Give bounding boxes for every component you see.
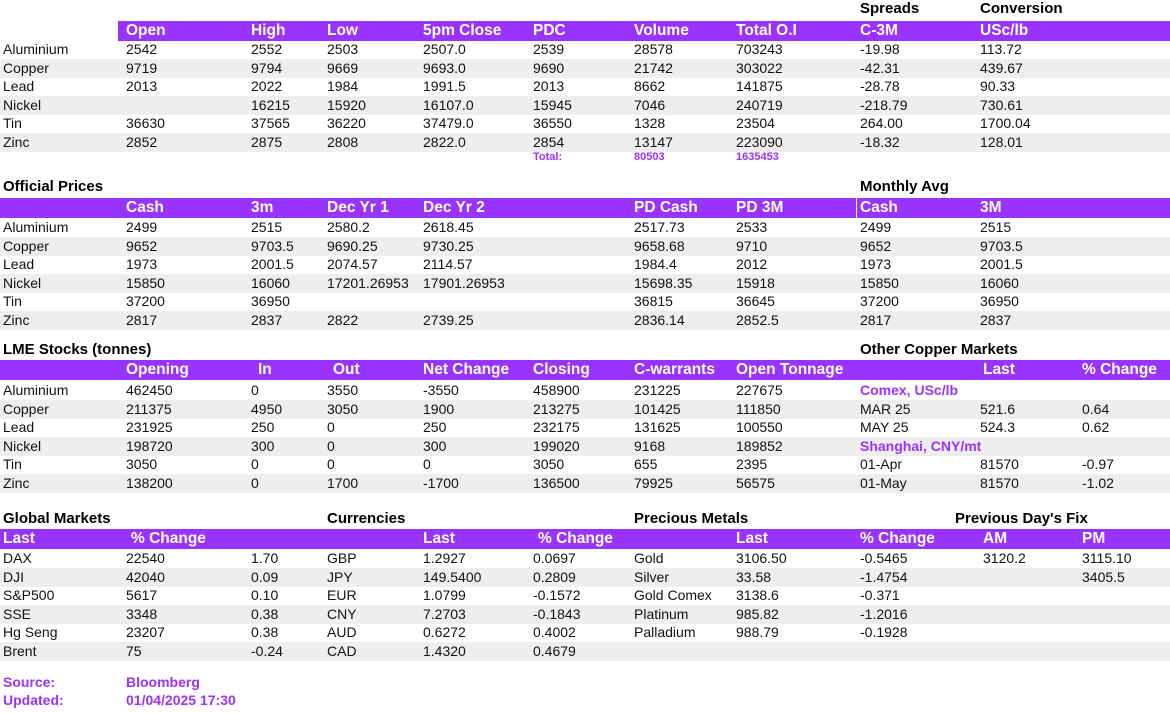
prices-table-cell: 2852 — [126, 134, 158, 150]
stocks-table-cell: 300 — [251, 437, 275, 454]
prices-table-cell: 141875 — [736, 78, 783, 95]
prices-table-cell: 240719 — [736, 96, 783, 113]
prices-table-cell: Aluminium — [3, 41, 69, 57]
prices-column-header: Total O.I — [736, 22, 797, 39]
official-table-cell: 36645 — [736, 293, 775, 310]
prices-table-cell: 128.01 — [980, 134, 1023, 150]
prices-column-header: Low — [327, 22, 358, 39]
official-column-header: 3m — [251, 199, 274, 216]
prices-table-cell: 439.67 — [980, 59, 1023, 76]
prices-table-cell: 2822.0 — [423, 134, 466, 150]
official-table-cell: 1973 — [860, 256, 892, 273]
prices-table-cell: 2875 — [251, 134, 283, 150]
global-column-header: % Change — [131, 530, 206, 547]
official-table-cell: 15918 — [736, 274, 775, 291]
official-table-cell: 17201.26953 — [327, 274, 409, 291]
stocks-table-cell: 213275 — [533, 400, 580, 417]
prices-table-cell: Zinc — [3, 134, 30, 150]
prices-table-cell: 730.61 — [980, 96, 1023, 113]
prices-table-cell: 9669 — [327, 59, 359, 76]
stocks-table-cell: 232175 — [533, 419, 580, 436]
prices-table-cell: 90.33 — [980, 78, 1016, 95]
global-table-cell: -0.1572 — [533, 587, 581, 604]
stocks-table-cell: -1700 — [423, 475, 459, 491]
prices-table-cell: 2808 — [327, 134, 359, 150]
official-table-cell: 9652 — [860, 237, 892, 254]
stocks-table-cell: 462450 — [126, 382, 173, 398]
global-table-cell: DJI — [3, 568, 24, 585]
stocks-table-cell: 0 — [251, 382, 259, 398]
official-column-header: Cash — [860, 199, 898, 216]
global-table-cell: -0.5465 — [860, 550, 908, 566]
global-table-cell: 1.2927 — [423, 550, 466, 566]
prices-table-cell: -18.32 — [860, 134, 900, 150]
stocks-table-cell: 0 — [327, 456, 335, 473]
official-table-cell: 37200 — [860, 293, 899, 310]
official-table-cell: Lead — [3, 256, 35, 273]
official-table-cell: 1984.4 — [634, 256, 677, 273]
official-table-cell: Zinc — [3, 312, 30, 328]
global-table-cell: 7.2703 — [423, 605, 466, 622]
stocks-table-cell: Zinc — [3, 475, 30, 491]
global-table-cell: 0.6272 — [423, 624, 466, 641]
stocks-column-header: Out — [333, 361, 360, 378]
official-table-cell: Nickel — [3, 274, 42, 291]
prices-table-cell: 2552 — [251, 41, 283, 57]
stocks-column-header: % Change — [1082, 361, 1157, 378]
prices-table-cell: 2539 — [533, 41, 565, 57]
official-table-cell: 16060 — [251, 274, 290, 291]
global-column-header: PM — [1082, 530, 1106, 547]
prices-table-cell: 9690 — [533, 59, 565, 76]
global-table-cell: 0.09 — [251, 568, 279, 585]
prices-column-header: Volume — [634, 22, 689, 39]
stocks-column-header: Closing — [533, 361, 590, 378]
stocks-table-cell: Lead — [3, 419, 35, 436]
stocks-table-cell: 4950 — [251, 400, 283, 417]
prices-table-cell: 9719 — [126, 59, 158, 76]
stocks-table-cell: 111850 — [736, 400, 781, 417]
official-table-cell: 2012 — [736, 256, 768, 273]
prices-table-cell: 15945 — [533, 96, 572, 113]
stocks-table-cell: 0 — [251, 475, 259, 491]
global-table-cell: 1.70 — [251, 550, 279, 566]
stocks-table-cell: 56575 — [736, 475, 775, 491]
global-table-cell: 5617 — [126, 587, 158, 604]
global-column-header: Last — [3, 530, 35, 547]
stocks-table-cell: Nickel — [3, 437, 42, 454]
stocks-table-cell: -3550 — [423, 382, 459, 398]
stocks-column-header: Last — [983, 361, 1015, 378]
global-table-cell: EUR — [327, 587, 357, 604]
global-table-cell: 0.0697 — [533, 550, 576, 566]
global-table-cell: 0.4679 — [533, 643, 576, 659]
global-table-cell: 149.5400 — [423, 568, 482, 585]
prices-section-title: Conversion — [980, 0, 1063, 17]
global-table-cell: GBP — [327, 550, 357, 566]
stocks-table-cell: 3550 — [327, 382, 359, 398]
other-copper-cell: 01-Apr — [860, 456, 903, 473]
global-table-cell: SSE — [3, 605, 32, 622]
official-table-cell: 9690.25 — [327, 237, 378, 254]
stocks-table-cell: 0 — [327, 437, 335, 454]
global-table-cell: Gold — [634, 550, 664, 566]
global-table-cell: 23207 — [126, 624, 165, 641]
official-table-cell: 2515 — [251, 219, 283, 235]
stocks-table-cell: 3050 — [533, 456, 565, 473]
stocks-table-cell: 199020 — [533, 437, 580, 454]
global-table-cell: -1.4754 — [860, 568, 908, 585]
global-table-cell: 22540 — [126, 550, 165, 566]
official-table-cell: 36950 — [251, 293, 290, 310]
prices-table-cell: 2542 — [126, 41, 158, 57]
monthly-avg-divider — [856, 198, 857, 218]
official-table-cell: 2817 — [126, 312, 158, 328]
stocks-table-cell: 9168 — [634, 437, 666, 454]
prices-table-cell: Lead — [3, 78, 35, 95]
stocks-table-cell: 0 — [327, 419, 335, 436]
official-table-cell: 36950 — [980, 293, 1019, 310]
global-table-cell: CAD — [327, 643, 357, 659]
official-table-cell: 2517.73 — [634, 219, 685, 235]
global-column-header: % Change — [860, 530, 935, 547]
official-table-cell: 9730.25 — [423, 237, 474, 254]
prices-table-cell: 21742 — [634, 59, 673, 76]
global-table-cell: -0.24 — [251, 643, 283, 659]
prices-table-cell: -19.98 — [860, 41, 900, 57]
official-table-cell: 17901.26953 — [423, 274, 505, 291]
official-table-cell: 2074.57 — [327, 256, 378, 273]
global-table-cell: 3115.10 — [1082, 550, 1132, 566]
stocks-table-cell: 79925 — [634, 475, 673, 491]
official-table-cell: 9710 — [736, 237, 768, 254]
prices-column-header: Open — [126, 22, 166, 39]
official-column-header: 3M — [980, 199, 1002, 216]
stocks-column-header: In — [258, 361, 272, 378]
prices-table-cell: -42.31 — [860, 59, 900, 76]
global-table-cell: Platinum — [634, 605, 689, 622]
stocks-table-cell: 198720 — [126, 437, 173, 454]
prices-table-cell: Nickel — [3, 96, 42, 113]
stocks-table-cell: 250 — [251, 419, 275, 436]
official-section-title: Official Prices — [3, 178, 104, 195]
official-section-title: Monthly Avg — [860, 178, 949, 195]
global-table-cell: -0.1843 — [533, 605, 581, 622]
stocks-table-cell: 250 — [423, 419, 447, 436]
official-table-cell: Aluminium — [3, 219, 69, 235]
stocks-table-cell: Aluminium — [3, 382, 69, 398]
prices-table-cell: 223090 — [736, 134, 783, 150]
official-table-cell: 9703.5 — [980, 237, 1023, 254]
global-table-cell: 0.4002 — [533, 624, 576, 641]
prices-column-header: PDC — [533, 22, 566, 39]
global-row-band — [0, 568, 1170, 587]
official-table-cell: 9703.5 — [251, 237, 294, 254]
prices-table-cell: 15920 — [327, 96, 366, 113]
global-section-title: Currencies — [327, 510, 406, 527]
stocks-table-cell: Tin — [3, 456, 22, 473]
global-row-band — [0, 642, 1170, 661]
global-table-cell: Hg Seng — [3, 624, 58, 641]
other-copper-cell: 0.64 — [1082, 400, 1110, 417]
prices-table-cell: 36550 — [533, 115, 572, 132]
official-table-cell: 2837 — [980, 312, 1012, 328]
global-table-cell: 3138.6 — [736, 587, 779, 604]
official-table-cell: 2114.57 — [423, 256, 473, 273]
official-column-header: Dec Yr 2 — [423, 199, 485, 216]
prices-table-cell: 16215 — [251, 96, 290, 113]
stocks-table-cell: 211375 — [126, 400, 172, 417]
stocks-table-cell: 131625 — [634, 419, 681, 436]
stocks-table-cell: 100550 — [736, 419, 783, 436]
other-copper-cell: 01-May — [860, 475, 907, 491]
official-table-cell: 2822 — [327, 312, 359, 328]
prices-table-cell: Copper — [3, 59, 49, 76]
other-copper-cell: 81570 — [980, 475, 1019, 491]
stocks-table-cell: 136500 — [533, 475, 580, 491]
prices-table-cell: 264.00 — [860, 115, 903, 132]
official-table-cell: 2533 — [736, 219, 768, 235]
stocks-table-cell: 3050 — [327, 400, 359, 417]
official-table-cell: 2515 — [980, 219, 1012, 235]
total-oi: 1635453 — [736, 150, 779, 163]
official-table-cell: 2836.14 — [634, 312, 685, 328]
official-table-cell: 36815 — [634, 293, 673, 310]
stocks-table-cell: 655 — [634, 456, 658, 473]
official-table-cell: 15698.35 — [634, 274, 693, 291]
other-copper-cell: 524.3 — [980, 419, 1016, 436]
official-table-cell: 2001.5 — [251, 256, 294, 273]
prices-column-header: C-3M — [860, 22, 898, 39]
global-table-cell: 0.2809 — [533, 568, 576, 585]
official-table-cell: 2852.5 — [736, 312, 779, 328]
stocks-column-header: Open Tonnage — [736, 361, 844, 378]
stocks-table-cell: 231225 — [634, 382, 681, 398]
official-table-cell: Copper — [3, 237, 49, 254]
stocks-table-cell: 227675 — [736, 382, 783, 398]
stocks-section-title: LME Stocks (tonnes) — [3, 341, 152, 358]
official-table-cell: 37200 — [126, 293, 165, 310]
stocks-column-header: C-warrants — [634, 361, 715, 378]
official-table-cell: Tin — [3, 293, 22, 310]
prices-table-cell: 703243 — [736, 41, 783, 57]
stocks-table-cell: 231925 — [126, 419, 173, 436]
official-table-cell: 15850 — [126, 274, 165, 291]
prices-table-cell: 36630 — [126, 115, 165, 132]
official-table-cell: 2499 — [126, 219, 158, 235]
other-copper-cell: 81570 — [980, 456, 1019, 473]
global-table-cell: -1.2016 — [860, 605, 908, 622]
stocks-table-cell: 189852 — [736, 437, 783, 454]
prices-table-cell: 2022 — [251, 78, 283, 95]
official-table-cell: 2739.25 — [423, 312, 474, 328]
global-table-cell: CNY — [327, 605, 357, 622]
stocks-table-cell: 1900 — [423, 400, 455, 417]
global-table-cell: S&P500 — [3, 587, 55, 604]
global-table-cell: 0.10 — [251, 587, 279, 604]
global-table-cell: 75 — [126, 643, 142, 659]
official-table-cell: 2499 — [860, 219, 892, 235]
stocks-table-cell: 0 — [423, 456, 431, 473]
global-column-header: AM — [983, 530, 1008, 547]
updated-value: 01/04/2025 17:30 — [126, 692, 236, 708]
prices-table-cell: 7046 — [634, 96, 666, 113]
prices-table-cell: 2503 — [327, 41, 359, 57]
official-table-cell: 16060 — [980, 274, 1019, 291]
global-table-cell: Silver — [634, 568, 670, 585]
global-table-cell: Palladium — [634, 624, 696, 641]
global-table-cell: 3106.50 — [736, 550, 787, 566]
global-table-cell: 3348 — [126, 605, 158, 622]
global-table-cell: JPY — [327, 568, 353, 585]
official-table-cell: 15850 — [860, 274, 899, 291]
official-table-cell: 2580.2 — [327, 219, 370, 235]
global-table-cell: 0.38 — [251, 605, 279, 622]
official-table-cell: 2618.45 — [423, 219, 474, 235]
official-table-cell: 1973 — [126, 256, 158, 273]
prices-table-cell: 1991.5 — [423, 78, 466, 95]
prices-table-cell: 303022 — [736, 59, 783, 76]
stocks-table-cell: 0 — [251, 456, 259, 473]
global-table-cell: 3405.5 — [1082, 568, 1125, 585]
global-table-cell: 985.82 — [736, 605, 779, 622]
other-copper-cell: -0.97 — [1082, 456, 1114, 473]
global-table-cell: DAX — [3, 550, 32, 566]
global-table-cell: 3120.2 — [983, 550, 1026, 566]
stocks-table-cell: 3050 — [126, 456, 158, 473]
stocks-column-header: Net Change — [423, 361, 510, 378]
prices-table-cell: 37479.0 — [423, 115, 474, 132]
other-copper-cell: MAY 25 — [860, 419, 909, 436]
prices-table-cell: 36220 — [327, 115, 366, 132]
global-column-header: Last — [736, 530, 768, 547]
stocks-column-header: Opening — [126, 361, 189, 378]
prices-table-cell: 28578 — [634, 41, 673, 57]
other-copper-cell: -1.02 — [1082, 475, 1114, 491]
total-label: Total: — [533, 150, 563, 163]
prices-table-cell: 9693.0 — [423, 59, 466, 76]
global-table-cell: 33.58 — [736, 568, 772, 585]
stocks-table-cell: 458900 — [533, 382, 580, 398]
prices-table-cell: -218.79 — [860, 96, 908, 113]
prices-column-header: 5pm Close — [423, 22, 502, 39]
global-section-title: Global Markets — [3, 510, 111, 527]
prices-table-cell: 113.72 — [980, 41, 1022, 57]
stocks-table-cell: 101425 — [634, 400, 681, 417]
official-column-header: Dec Yr 1 — [327, 199, 389, 216]
official-table-cell: 2837 — [251, 312, 283, 328]
official-column-header: PD 3M — [736, 199, 784, 216]
stocks-section-title: Other Copper Markets — [860, 341, 1018, 358]
prices-table-cell: 2013 — [126, 78, 158, 95]
global-section-title: Previous Day's Fix — [955, 510, 1088, 527]
stocks-table-cell: 1700 — [327, 475, 359, 491]
prices-section-title: Spreads — [860, 0, 920, 17]
source-label: Source: — [3, 674, 56, 690]
total-volume: 80503 — [634, 150, 665, 163]
stocks-table-cell: Copper — [3, 400, 49, 417]
global-table-cell: -0.371 — [860, 587, 900, 604]
global-table-cell: 1.0799 — [423, 587, 466, 604]
global-column-header: Last — [423, 530, 455, 547]
global-table-cell: 988.79 — [736, 624, 779, 641]
updated-label: Updated: — [3, 692, 64, 708]
prices-table-cell: 1984 — [327, 78, 359, 95]
other-copper-market-label: Comex, USc/lb — [860, 382, 959, 398]
stocks-table-cell: 138200 — [126, 475, 173, 491]
prices-table-cell: 1700.04 — [980, 115, 1031, 132]
prices-table-cell: 1328 — [634, 115, 666, 132]
official-column-header: PD Cash — [634, 199, 698, 216]
official-table-cell: 2001.5 — [980, 256, 1023, 273]
global-table-cell: 42040 — [126, 568, 165, 585]
other-copper-market-label: Shanghai, CNY/mt — [860, 437, 982, 454]
global-column-header: % Change — [538, 530, 613, 547]
global-row-band — [0, 605, 1170, 624]
prices-table-cell: 16107.0 — [423, 96, 474, 113]
global-table-cell: AUD — [327, 624, 357, 641]
prices-table-cell: 23504 — [736, 115, 775, 132]
global-table-cell: Brent — [3, 643, 37, 659]
prices-table-cell: 13147 — [634, 134, 673, 150]
global-table-cell: Gold Comex — [634, 587, 712, 604]
prices-table-cell: Tin — [3, 115, 22, 132]
source-value: Bloomberg — [126, 674, 200, 690]
stocks-table-cell: 300 — [423, 437, 447, 454]
official-table-cell: 9652 — [126, 237, 158, 254]
prices-table-cell: 9794 — [251, 59, 283, 76]
official-table-cell: 9658.68 — [634, 237, 685, 254]
global-section-title: Precious Metals — [634, 510, 749, 527]
stocks-table-cell: 2395 — [736, 456, 768, 473]
other-copper-cell: 0.62 — [1082, 419, 1110, 436]
prices-table-cell: 2507.0 — [423, 41, 466, 57]
prices-table-cell: 2854 — [533, 134, 565, 150]
other-copper-cell: MAR 25 — [860, 400, 911, 417]
prices-column-header: USc/lb — [980, 22, 1029, 39]
prices-table-cell: 8662 — [634, 78, 666, 95]
global-table-cell: 1.4320 — [423, 643, 466, 659]
global-table-cell: -0.1928 — [860, 624, 908, 641]
global-table-cell: 0.38 — [251, 624, 279, 641]
other-copper-cell: 521.6 — [980, 400, 1016, 417]
prices-table-cell: 2013 — [533, 78, 565, 95]
official-table-cell: 2817 — [860, 312, 892, 328]
prices-table-cell: -28.78 — [860, 78, 900, 95]
prices-table-cell: 37565 — [251, 115, 290, 132]
official-column-header: Cash — [126, 199, 164, 216]
prices-column-header: High — [251, 22, 286, 39]
